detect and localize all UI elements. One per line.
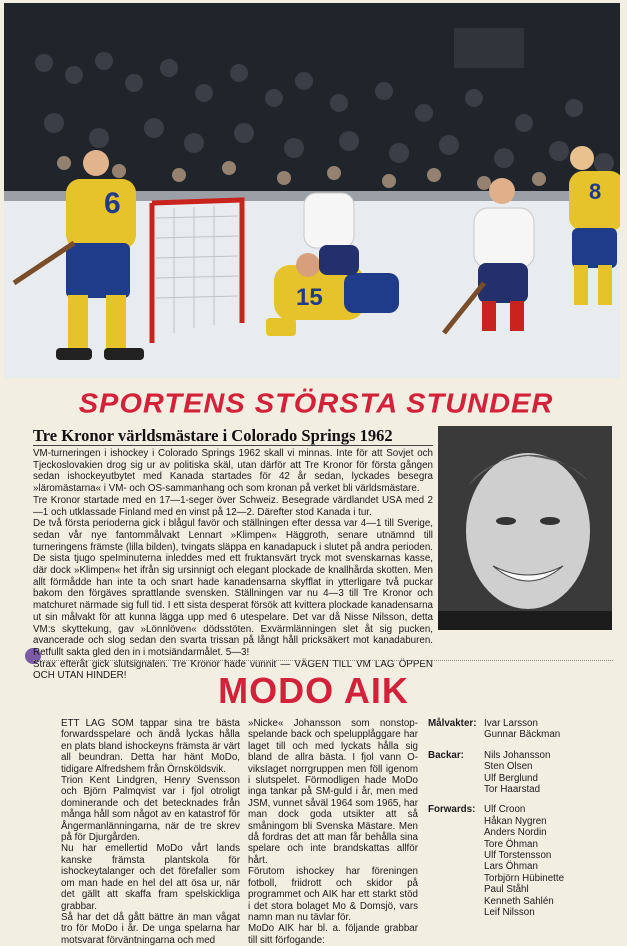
- roster-name: Lars Öhman: [484, 861, 538, 873]
- roster-name: Leif Nilsson: [484, 907, 535, 919]
- roster-name: Paul Ståhl: [484, 884, 529, 896]
- roster-name: Ivar Larsson: [484, 718, 538, 729]
- team-title: MODO AIK: [218, 670, 409, 711]
- story-text: VM-turneringen i ishockey i Colorado Springs 1962 skall vi minnas. Inte för att Sovjet och Tjeckoslovakien drog sig ur av politiska skäl, utan därför att Tre Kronor för första gången sedan ishockeyutbytet med Kanada startades för 42 år sedan, lyckades besegra »läromästarna« i VM- och OS-sammanhang och som kronan på verket bli världsmästare. Tre Kronor startade med en 17—1-seger över Schweiz. Besegrade värdlandet USA med 2—1 och utklassade Finland med en vinst på 12—2. Därefter stod Kanada i tur. De två första perioderna gick i blågul favör och ställningen efter dessa var 4—1 till Sverige, sedan vår nye fantommålvakt Lennart »Klimpen« Häggroth, senare utnämnd till turneringens främste (lilla bilden), tvingats släppa en kanadapuck i slutet på andra perioden. De sista tjugo speIminuterna inleddes med ett fruktansvärt tryck mot svenskarnas kasse, där dock »Klimpen« het ifrån sig ursinnigt och elegant plockade de knallhårda skotten. Men allt förmådde han inte ta och snart hade kanadensarna skyfflat in ytterligare två puckar bakom den förgäves sprattlande svensken. Ställningen var nu 4—3 till Tre Kronor och matchuret närmade sig full tid. I ett sista desperat försök att kvittera plockade kanadensarna ut sin målvakt för att kunna lägga upp med 6 utespelare. Det var då Nisse Nilsson, detta VM:s skyttekung, gav »Lönnlöven« dödsstöten. Exvärmlänningen slet åt sig pucken, avancerade och slog sedan den svarta trissan på långt håll pricksäkert mot kanadaburen. Retfullt sakta gled den in i motsiändarmålet. 5—3! Strax efteråt gick slutsignalen. Tre Kronor hade vunnit — VÄGEN TILL VM LAG ÖPPEN OCH UTAN HINDER!: [33, 448, 433, 682]
- roster-name: Gunnar Bäckman: [484, 729, 561, 741]
- roster-role: Forwards:: [428, 804, 476, 816]
- roster-name: Torbjörn Hübinette: [484, 872, 565, 884]
- svg-text:6: 6: [104, 187, 121, 220]
- subheading: Tre Kronor världsmästare i Colorado Springs 1962: [33, 426, 393, 445]
- roster-name: Håkan Nygren: [484, 815, 547, 827]
- roster-name: Ulf Berglund: [484, 772, 538, 784]
- roster-role: Målvakter:: [428, 718, 477, 729]
- team-article-column-1: ETT LAG SOM tappar sina tre bästa forwardsspelare och ändå lyckas hålla en plats bland ishockeyns främsta är värt all beundran. Detta har hänt MoDo, tidigare Alfredshem från Örnsköldsvik. Trion Kent Lindgren, Henry Svensson och Björn Palmqvist var i fjol otroligt dominerande och det betecknades från många håll som något av en katastrof för Ångermanlänningarna, när de tre skrev på för Djurgården. Nu har emellertid MoDo vårt lands kanske främsta plantskola för ishockeytalanger och det förefaller som om man hade en hel del att ösa ur, när det gällt att skaffa fram spelskickliga grabbar. Så har det då gått bättre än man vågat tro för MoDo i år. De unga spelarna har motsvarat förväntningarna och med: [61, 718, 240, 946]
- subheading-rule: [33, 445, 433, 446]
- roster-name: Ulf Torstensson: [484, 850, 552, 862]
- headline: SPORTENS STÖRSTA STUNDER: [78, 388, 554, 420]
- team-roster: [428, 718, 618, 928]
- roster-name: Nils Johansson: [484, 749, 551, 761]
- roster-name: Sten Olsen: [484, 761, 533, 773]
- hockey-game-photo: [4, 3, 620, 378]
- roster-name: Ulf Croon: [484, 804, 526, 816]
- roster-role: Backar:: [428, 749, 464, 761]
- team-article-column-2: »Nicke« Johansson som nonstop-spelande back och spelupplåggare har laget till och med lyckats hålla sig bland de allra bästa. I fjol vann O-viksIaget norrgruppen men föll igenom i slutspelet. Förmodligen hade MoDo inga tankar på SM-guld i år, men med JSM, vunnet såväl 1964 som 1965, har man dock goda utsikter att så småningom bli Svenska Mästare. Men då fordras det att man får behålla sina spelare och inte brandskattas allför hårt. Förutom ishockey har föreningen fotboll, friidrott och skidor på programmet och AIK har ett starkt stöd i det stora bolaget Mo & Domsjö, vars namn man nu tävlar för. MoDo AIK har bl. a. följande grabbar till sitt förfogande:: [248, 718, 418, 946]
- roster-name: Anders Nordin: [484, 827, 547, 839]
- svg-text:15: 15: [296, 284, 323, 311]
- roster-group-goalies: [428, 718, 618, 741]
- roster-group-forwards: [428, 804, 618, 918]
- section-divider: [33, 660, 613, 661]
- roster-name: Tore Öhman: [484, 838, 538, 850]
- roster-name: Kenneth Sahlén: [484, 895, 554, 907]
- svg-text:8: 8: [589, 179, 602, 204]
- goalkeeper-portrait: [438, 426, 612, 630]
- roster-group-defense: [428, 750, 618, 796]
- roster-name: Tor Haarstad: [484, 784, 541, 796]
